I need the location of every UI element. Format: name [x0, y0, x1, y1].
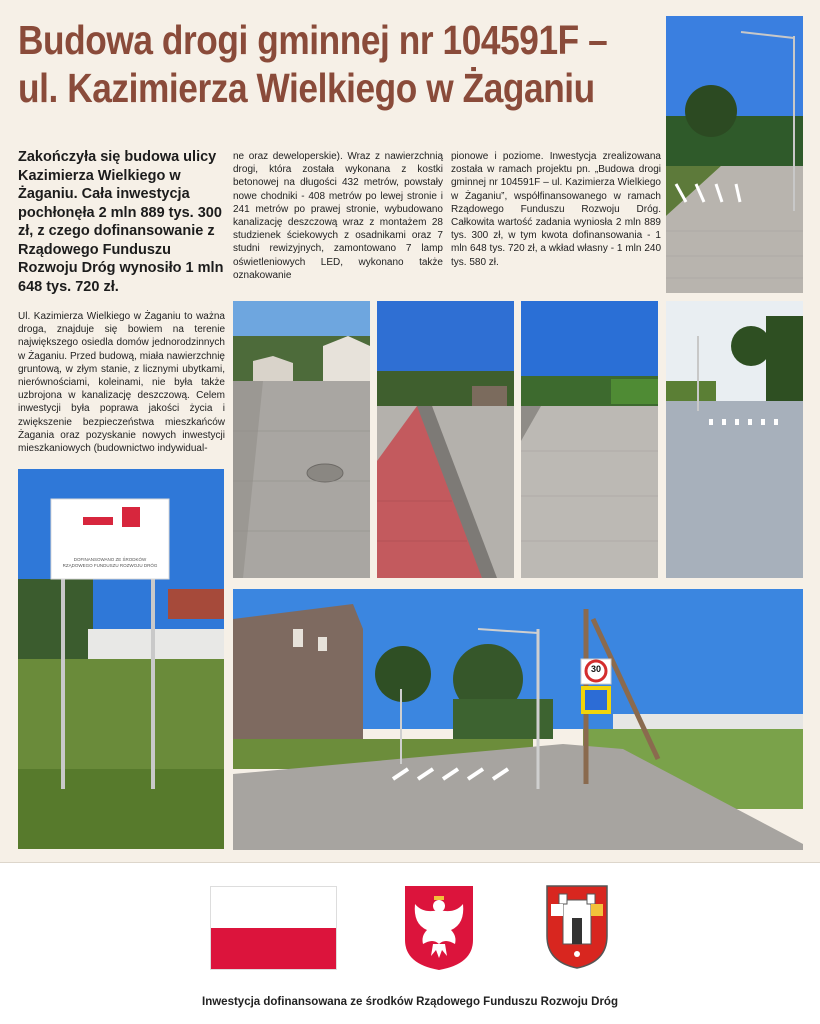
photo-street-wide — [233, 589, 803, 850]
article-column-2: ne oraz deweloperskie). Wraz z nawierzchnią drogi, która została wykonana z kostki betonowej na długości 432 metrów, powstały nowe chodniki - 408 metrów po lewej stronie i 241 metrów po prawej stronie, wybudowano kanalizację deszczową wraz z montażem 28 studzienek ściekowych z osadnikami oraz 7 studni rewizyjnych, zamontowano 7 lamp oświetleniowych LED, wykonano także oznakowanie — [233, 151, 443, 281]
lead-paragraph: Zakończyła się budowa ulicy Kazimierza Wielkiego w Żaganiu. Cała inwestycja pochłonęła 2 mln 889 tys. 300 zł, z czego dofinansowanie z Rządowego Funduszu Rozwoju Dróg wynosiło 1 mln 648 tys. 720 zł. — [18, 149, 224, 295]
speed-limit-sign: 30 — [590, 664, 601, 674]
photo-street-2 — [377, 301, 514, 578]
article-column-3: pionowe i poziome. Inwestycja zrealizowana została w ramach projektu pn. „Budowa drogi gminnej nr 104591F – ul. Kazimierza Wielkiego w Żaganiu”, współfinansowanego w ramach Rządowego Funduszu Rozwoju Dróg. Całkowita wartość zadania wyniosła 2 mln 889 tys. 300 zł, w tym kwota dofinansowania - 1 mln 648 tys. 720 zł, a wkład własny - 1 mln 240 tys. 580 zł. — [451, 151, 661, 268]
photo-street-top-right — [666, 16, 803, 293]
photo-street-3 — [521, 301, 658, 578]
photo-street-4 — [666, 301, 803, 578]
flag-red-stripe — [211, 928, 336, 969]
poland-coat-of-arms-icon — [403, 884, 475, 972]
billboard-heading: DOFINANSOWANO ZE ŚRODKÓW — [73, 557, 147, 562]
photo-street-1 — [233, 301, 370, 578]
photo-billboard — [18, 469, 224, 849]
title-line-2: ul. Kazimierza Wielkiego w Żaganiu — [18, 65, 595, 111]
article-column-1: Ul. Kazimierza Wielkiego w Żaganiu to ważna droga, znajduje się bowiem na terenie największego osiedla domów jednorodzinnych w Żaganiu. Przed budową, miała nawierzchnię gruntową, w złym stanie, z licznymi ubytkami, nierównościami, koleinami, nie była także uzbrojona w kanalizację deszczową. Celem inwestycji była poprawa jakości życia i zwiększenie bezpieczeństwa mieszkańców Żagania oraz pozyskanie nowych inwestycji mieszkaniowych (budownictwo indywidual- — [18, 311, 225, 455]
billboard-fund: RZĄDOWEGO FUNDUSZU ROZWOJU DRÓG — [62, 563, 158, 568]
flag-white-stripe — [211, 887, 336, 928]
polish-flag — [210, 886, 337, 970]
zagan-city-coat-of-arms-icon — [545, 884, 609, 970]
funding-note: Inwestycja dofinansowana ze środków Rządowego Funduszu Rozwoju Dróg — [202, 996, 618, 1008]
page-title — [18, 16, 608, 112]
title-line-1: Budowa drogi gminnej nr 104591F – — [18, 17, 608, 63]
